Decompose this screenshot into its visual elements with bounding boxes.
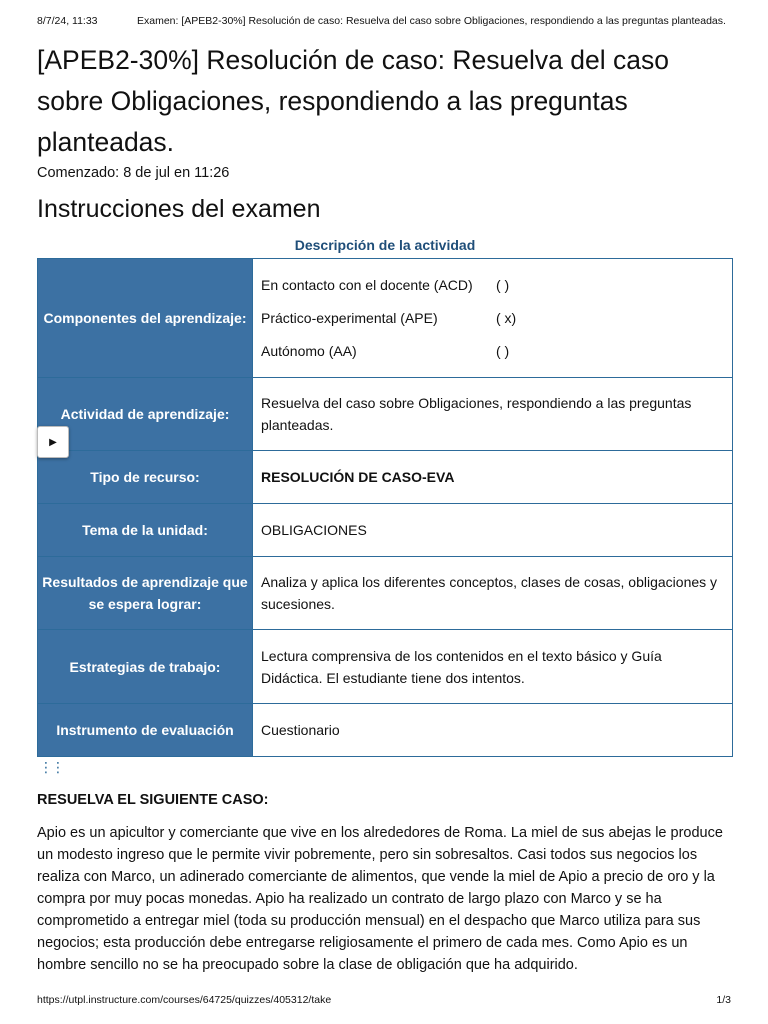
instructions-heading: Instrucciones del examen	[37, 195, 321, 223]
component-item	[261, 269, 724, 302]
row-value: Lectura comprensiva de los contenidos en el texto básico y Guía Didáctica. El estudiante tiene dos intentos.	[253, 630, 733, 704]
print-page-title: Examen: [APEB2-30%] Resolución de caso: Resuelva del caso sobre Obligaciones, respondiendo a las preguntas planteadas.	[137, 15, 726, 27]
components-cell	[253, 259, 733, 378]
print-header	[37, 15, 738, 27]
quiz-title: [APEB2-30%] Resolución de caso: Resuelva del caso sobre Obligaciones, respondiendo a las preguntas planteadas.	[37, 45, 669, 157]
activity-description-table	[37, 258, 733, 757]
table-row	[38, 630, 733, 704]
component-mark: ( )	[496, 277, 510, 293]
component-name: Autónomo (AA)	[261, 343, 357, 359]
component-item	[261, 302, 724, 335]
table-row	[38, 378, 733, 451]
print-date: 8/7/24, 11:33	[37, 15, 98, 27]
table-row	[38, 504, 733, 557]
print-url: https://utpl.instructure.com/courses/64725/quizzes/405312/take	[37, 994, 332, 1006]
table-row	[38, 451, 733, 504]
print-page-number: 1/3	[716, 994, 731, 1006]
case-body: Apio es un apicultor y comerciante que vive en los alrededores de Roma. La miel de sus abejas le produce un modesto ingreso que le permite vivir pobremente, pero sin sobresaltos. Casi todos sus negocios los realiza con Marco, un adinerado comerciante de alimentos, que vende la miel de Apio a precio de oro y la compra por muy pocas monedas. Apio ha realizado un contrato de largo plazo con Marco y se ha comprometido a entregar miel (toda su producción mensual) en el despacho que Marco utiliza para sus negocios; esta producción debe entregarse religiosamente el primero de cada mes. Como Apio es un hombre sencillo no se ha preocupado sobre la clase de obligación que ha adquirido.	[37, 825, 723, 973]
component-name: En contacto con el docente (ACD)	[261, 277, 473, 293]
table-row	[38, 557, 733, 630]
component-mark: ( x)	[496, 310, 517, 326]
print-footer	[37, 994, 731, 1006]
play-icon[interactable]: ▶	[37, 426, 69, 458]
drag-handle-icon[interactable]: ⋮⋮	[39, 759, 63, 775]
row-label: Actividad de aprendizaje:	[38, 378, 253, 451]
row-value: Cuestionario	[253, 704, 733, 757]
component-name: Práctico-experimental (APE)	[261, 310, 438, 326]
started-label: Comenzado:	[37, 165, 120, 181]
row-label: Estrategias de trabajo:	[38, 630, 253, 704]
row-value: Analiza y aplica los diferentes conceptos, clases de cosas, obligaciones y sucesiones.	[253, 557, 733, 630]
table-row	[38, 259, 733, 378]
started-value: 8 de jul en 11:26	[123, 165, 230, 181]
row-label: Tema de la unidad:	[38, 504, 253, 557]
component-mark: ( )	[496, 343, 510, 359]
component-item	[261, 335, 724, 368]
row-value: Resuelva del caso sobre Obligaciones, respondiendo a las preguntas planteadas.	[253, 378, 733, 451]
row-label: Instrumento de evaluación	[38, 704, 253, 757]
row-label: Tipo de recurso:	[38, 451, 253, 504]
row-value: RESOLUCIÓN DE CASO-EVA	[253, 451, 733, 504]
row-label: Resultados de aprendizaje que se espera lograr:	[38, 557, 253, 630]
row-label: Componentes del aprendizaje:	[38, 259, 253, 378]
row-value: OBLIGACIONES	[253, 504, 733, 557]
table-row	[38, 704, 733, 757]
started-info	[37, 165, 229, 181]
table-caption: Descripción de la actividad	[294, 237, 476, 253]
case-heading: RESUELVA EL SIGUIENTE CASO:	[37, 792, 269, 808]
